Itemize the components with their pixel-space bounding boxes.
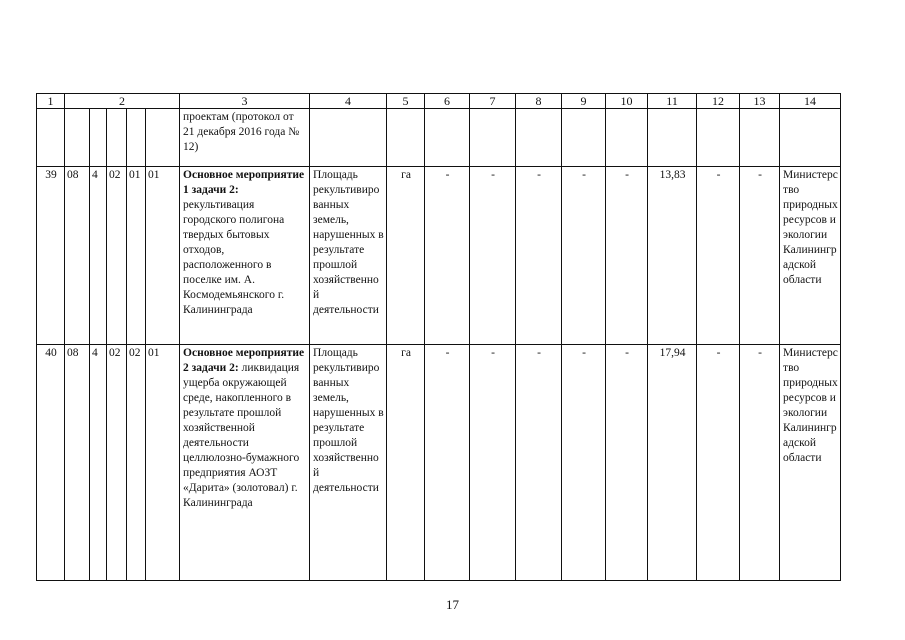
event-text: ликвидация ущерба окружающей среде, накопленного в результате прошлой хозяйственной деятельности целлюлозно-бумажного предприятия АОЗТ «Дарита» (золотовал) г. Калининграда: [183, 362, 300, 509]
value-cell: 17,94: [648, 345, 697, 581]
value-cell: -: [740, 345, 780, 581]
unit-cell: га: [387, 167, 425, 345]
header-col-14: 14: [780, 94, 841, 109]
header-col-8: 8: [516, 94, 562, 109]
value-cell: -: [740, 167, 780, 345]
value-cell: -: [516, 345, 562, 581]
value-cell: 13,83: [648, 167, 697, 345]
header-col-4: 4: [310, 94, 387, 109]
code-cell: 02: [127, 345, 146, 581]
continuation-text: проектам (протокол от 21 декабря 2016 года № 12): [180, 109, 310, 167]
program-table: [36, 93, 841, 581]
value-cell: -: [562, 345, 606, 581]
header-col-5: 5: [387, 94, 425, 109]
code-cell: 08: [65, 167, 90, 345]
header-col-6: 6: [425, 94, 470, 109]
event-text: рекультивация городского полигона твердых бытовых отходов, расположенного в поселке им. А. Космодемьянского г. Калининграда: [183, 199, 285, 316]
value-cell: -: [470, 167, 516, 345]
code-cell: 4: [90, 167, 107, 345]
value-cell: -: [425, 167, 470, 345]
value-cell: -: [697, 167, 740, 345]
table-row: [37, 345, 841, 581]
row-number: 40: [37, 345, 65, 581]
indicator-cell: Площадь рекультивированных земель, нарушенных в результате прошлой хозяйственной деятельности: [310, 167, 387, 345]
row-number: 39: [37, 167, 65, 345]
code-cell: 01: [146, 345, 180, 581]
event-title: Основное мероприятие 1 задачи 2:: [183, 169, 305, 196]
header-row: [37, 94, 841, 109]
header-col-12: 12: [697, 94, 740, 109]
event-description: [180, 167, 310, 345]
unit-cell: га: [387, 345, 425, 581]
value-cell: -: [606, 167, 648, 345]
header-col-7: 7: [470, 94, 516, 109]
header-col-1: 1: [37, 94, 65, 109]
header-col-11: 11: [648, 94, 697, 109]
code-cell: 01: [127, 167, 146, 345]
code-cell: 4: [90, 345, 107, 581]
value-cell: -: [697, 345, 740, 581]
value-cell: -: [606, 345, 648, 581]
value-cell: -: [562, 167, 606, 345]
responsible-cell: Министерство природных ресурсов и экологии Калининградской области: [780, 345, 841, 581]
header-col-13: 13: [740, 94, 780, 109]
code-cell: 02: [107, 167, 127, 345]
value-cell: -: [516, 167, 562, 345]
code-cell: 01: [146, 167, 180, 345]
table-row: [37, 167, 841, 345]
page-number: 17: [446, 597, 459, 612]
event-title: Основное мероприятие 2 задачи 2:: [183, 347, 305, 374]
code-cell: 08: [65, 345, 90, 581]
continuation-row: [37, 109, 841, 167]
header-col-10: 10: [606, 94, 648, 109]
responsible-cell: Министерство природных ресурсов и экологии Калининградской области: [780, 167, 841, 345]
event-description: [180, 345, 310, 581]
header-col-9: 9: [562, 94, 606, 109]
header-col-2: 2: [65, 94, 180, 109]
code-cell: 02: [107, 345, 127, 581]
indicator-cell: Площадь рекультивированных земель, нарушенных в результате прошлой хозяйственной деятельности: [310, 345, 387, 581]
value-cell: -: [470, 345, 516, 581]
header-col-3: 3: [180, 94, 310, 109]
value-cell: -: [425, 345, 470, 581]
